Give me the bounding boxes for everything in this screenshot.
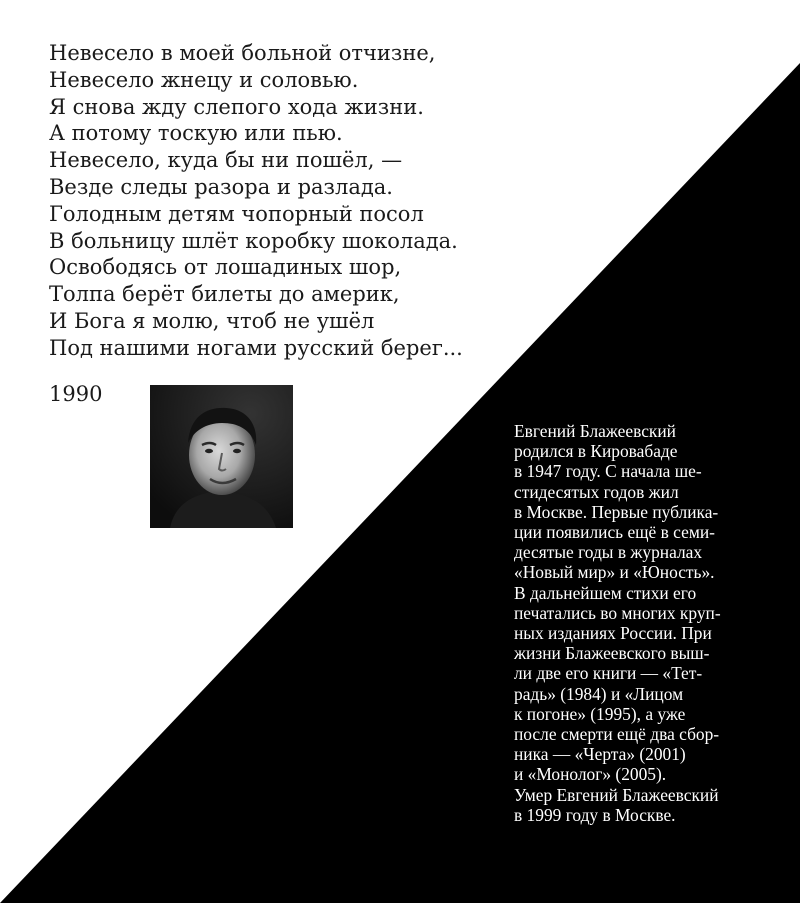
bio-line: радь» (1984) и «Лицом <box>514 683 684 704</box>
portrait-photo-icon <box>150 385 293 528</box>
bio-line: Евгений Блажеевский <box>514 421 676 441</box>
poem-line: Освободясь от лошадиных шор, <box>49 255 402 280</box>
bio-line: десятые годы в журналах <box>514 542 703 563</box>
bio-line: в 1947 году. С начала ше- <box>514 461 702 482</box>
poem-line: Под нашими ногами русский берег... <box>49 335 463 360</box>
poem-line: Толпа берёт билеты до америк, <box>49 282 400 307</box>
bio-line: ных изданиях России. При <box>514 623 712 644</box>
poem-line: Невесело в моей больной отчизне, <box>49 41 436 65</box>
bio-line: В дальнейшем стихи его <box>514 582 697 603</box>
author-biography <box>514 421 774 825</box>
bio-line: стидесятых годов жил <box>514 481 679 502</box>
bio-line: ции появились ещё в семи- <box>514 522 715 543</box>
bio-line: Умер Евгений Блажеевский <box>514 784 719 805</box>
poem-line: И Бога я молю, чтоб не ушёл <box>49 308 375 333</box>
poem-line: Невесело, куда бы ни пошёл, — <box>49 148 403 173</box>
poem-line: А потому тоскую или пью. <box>49 121 343 146</box>
bio-line: и «Монолог» (2005). <box>514 764 667 785</box>
bio-line: ника — «Черта» (2001) <box>514 744 686 765</box>
poem-line: Голодным детям чопорный посол <box>49 201 424 226</box>
bio-line: печатались во многих круп- <box>514 602 721 623</box>
bio-line: родился в Кировабаде <box>514 441 678 462</box>
poem-line: Везде следы разора и разлада. <box>49 174 393 199</box>
bio-line: жизни Блажеевского выш- <box>514 643 710 664</box>
poem-line: В больницу шлёт коробку шоколада. <box>49 228 458 253</box>
poem-year: 1990 <box>49 382 103 406</box>
bio-line: в Москве. Первые публика- <box>514 501 719 522</box>
bio-line: ли две его книги — «Тет- <box>514 663 703 684</box>
poem-line: Я снова жду слепого хода жизни. <box>49 94 424 119</box>
bio-line: к погоне» (1995), а уже <box>514 703 686 724</box>
bio-line: после смерти ещё два сбор- <box>514 724 720 745</box>
author-portrait-photo <box>150 385 293 528</box>
poem-block <box>49 40 569 362</box>
poem-line: Невесело жнецу и соловью. <box>49 67 359 92</box>
bio-line: в 1999 году в Москве. <box>514 804 676 825</box>
bio-line: «Новый мир» и «Юность». <box>514 562 715 583</box>
